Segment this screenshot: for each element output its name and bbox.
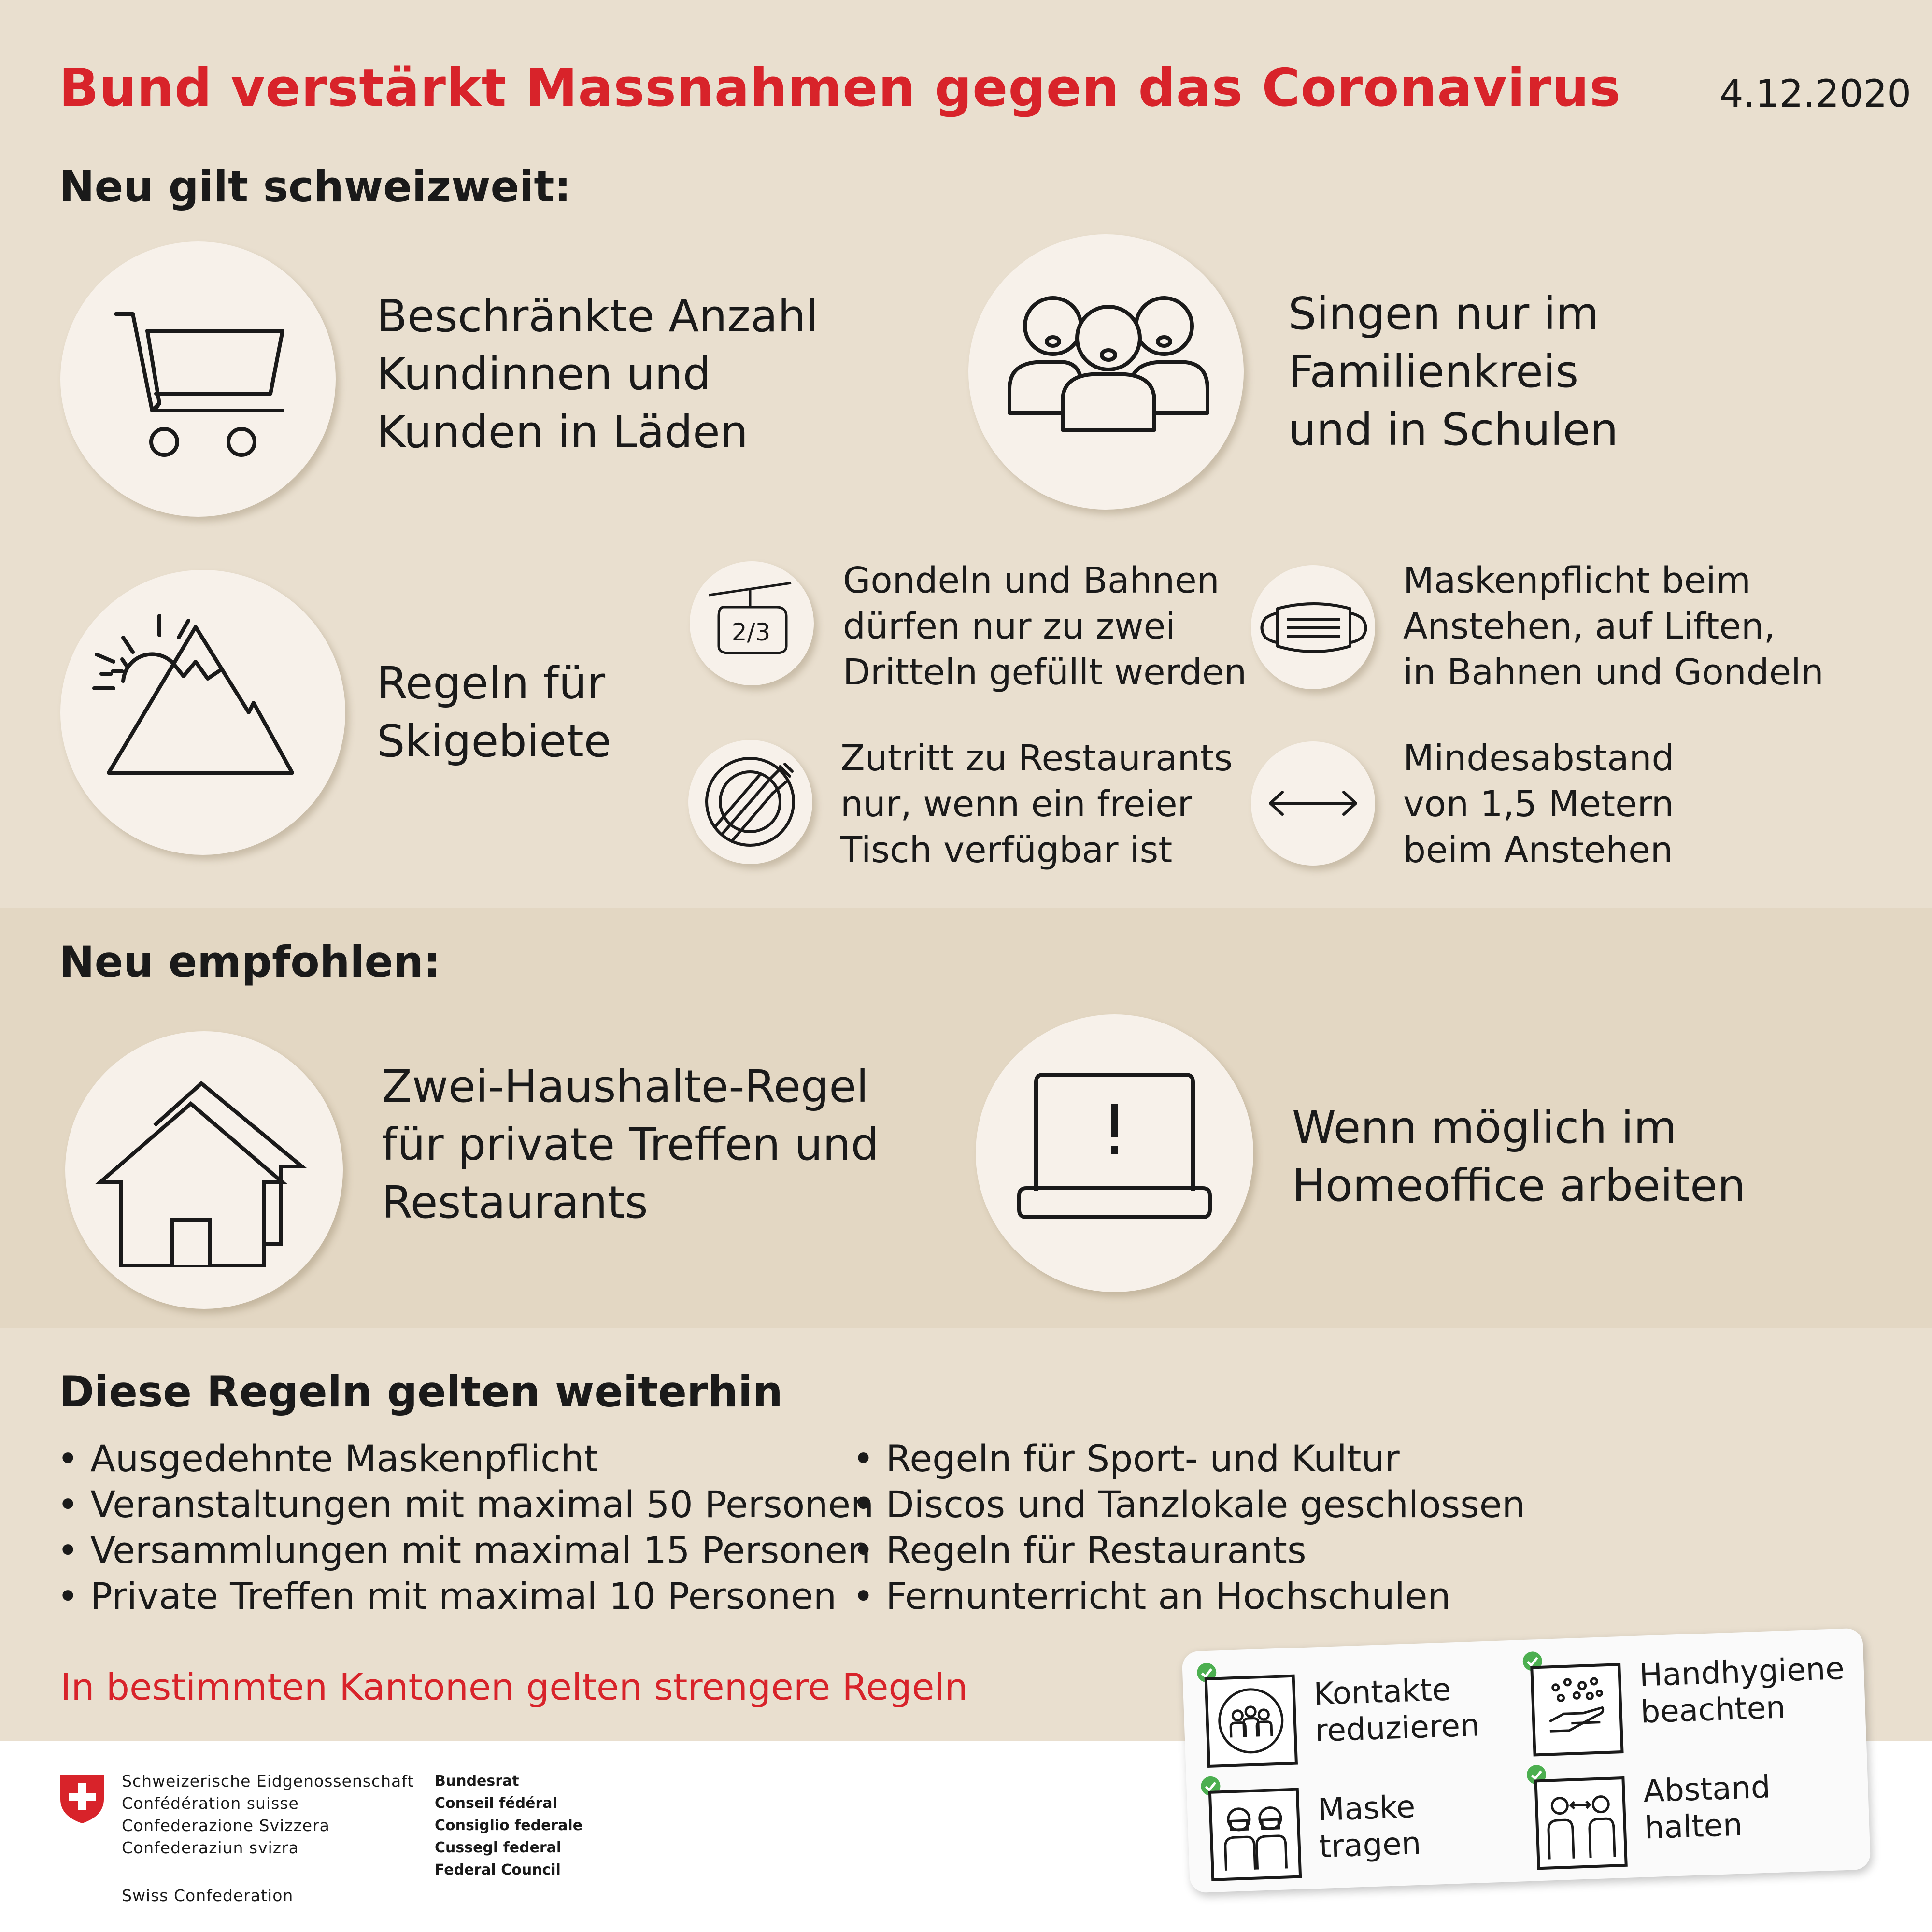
swiss-cross-icon [58, 1773, 106, 1826]
rule-gondola-text: Gondeln und Bahnen dürfen nur zu zwei Dritteln gefüllt werden [843, 560, 1247, 693]
continuing-rules-right [852, 1435, 1525, 1619]
singing-people-icon [968, 234, 1244, 510]
page-title: Bund verstärkt Massnahmen gegen das Coronavirus [59, 58, 1621, 118]
tile-hand-hygiene [1530, 1663, 1623, 1756]
list-item: • Veranstaltungen mit maximal 50 Personen [57, 1483, 874, 1526]
section-heading-recommended: Neu empfohlen: [59, 937, 441, 987]
label-keep-distance: Abstand halten [1643, 1769, 1771, 1847]
tile-wear-mask [1208, 1788, 1302, 1881]
rule-households-text: Zwei-Haushalte-Regel für private Treffen und Restaurants [382, 1061, 879, 1228]
rule-homeoffice-text: Wenn möglich im Homeoffice arbeiten [1292, 1102, 1746, 1211]
publication-date: 4.12.2020 [1719, 72, 1911, 116]
section-heading-continuing: Diese Regeln gelten weiterhin [59, 1367, 783, 1417]
list-item: • Fernunterricht an Hochschulen [852, 1575, 1451, 1618]
two-houses-icon [65, 1031, 343, 1309]
plate-cutlery-icon [688, 740, 812, 864]
rule-mask-text: Maskenpflicht beim Anstehen, auf Liften, in Bahnen und Gondeln [1403, 560, 1824, 693]
basic-rules-card [1182, 1628, 1871, 1893]
restaurant-circle [688, 740, 812, 864]
section-heading-mandatory: Neu gilt schweizweit: [59, 162, 571, 212]
rule-distance-text: Mindesabstand von 1,5 Metern beim Anstehen [1403, 738, 1675, 871]
rule-shops-text: Beschränkte Anzahl Kundinnen und Kunden in Läden [377, 290, 819, 458]
double-arrow-icon [1251, 741, 1375, 866]
rule-singing-text: Singen nur im Familienkreis und in Schulen [1288, 288, 1619, 455]
laptop-alert-icon [976, 1014, 1253, 1292]
mountain-sun-icon [60, 570, 345, 855]
cart-circle [60, 242, 336, 517]
list-item: • Regeln für Restaurants [852, 1529, 1307, 1572]
shopping-cart-icon [60, 242, 336, 517]
rule-restaurant-text: Zutritt zu Restaurants nur, wenn ein freier Tisch verfügbar ist [840, 738, 1233, 871]
mask-circle [1251, 565, 1375, 689]
label-wear-mask: Maske tragen [1317, 1789, 1422, 1865]
list-item: • Regeln für Sport- und Kultur [852, 1437, 1400, 1480]
households-circle [65, 1031, 343, 1309]
label-reduce-contacts: Kontakte reduzieren [1313, 1672, 1480, 1749]
swiss-shield-logo [58, 1773, 106, 1826]
label-hand-hygiene: Handhygiene beachten [1638, 1650, 1845, 1731]
list-item: • Discos und Tanzlokale geschlossen [852, 1483, 1525, 1526]
hand-hygiene-icon [1533, 1666, 1620, 1753]
list-item: • Versammlungen mit maximal 15 Personen [57, 1529, 871, 1572]
gondola-capacity-label: 2/3 [731, 618, 771, 646]
list-item: • Ausgedehnte Maskenpflicht [57, 1437, 598, 1480]
continuing-rules-left [57, 1435, 874, 1619]
cantonal-note: In bestimmten Kantonen gelten strengere Regeln [60, 1665, 968, 1708]
rule-ski-text: Regeln für Skigebiete [377, 657, 611, 767]
swiss-confederation-label: Swiss Confederation [122, 1886, 294, 1905]
federal-council-names: Bundesrat Conseil fédéral Consiglio federale Cussegl federal Federal Council [435, 1773, 583, 1878]
confederation-names: Schweizerische Eidgenossenschaft Confédération suisse Confederazione Svizzera Confederaziun svizra [122, 1772, 414, 1857]
tile-reduce-contacts [1205, 1675, 1298, 1768]
face-mask-icon [1251, 565, 1375, 689]
reduce-contacts-icon [1208, 1677, 1295, 1765]
wear-mask-icon [1211, 1791, 1299, 1878]
keep-distance-icon [1537, 1779, 1625, 1867]
list-item: • Private Treffen mit maximal 10 Personen [57, 1575, 837, 1618]
homeoffice-circle [976, 1014, 1253, 1292]
singing-circle [968, 234, 1244, 510]
distance-circle [1251, 741, 1375, 866]
gondola-circle [690, 561, 814, 685]
tile-keep-distance [1534, 1776, 1627, 1870]
ski-circle [60, 570, 345, 855]
